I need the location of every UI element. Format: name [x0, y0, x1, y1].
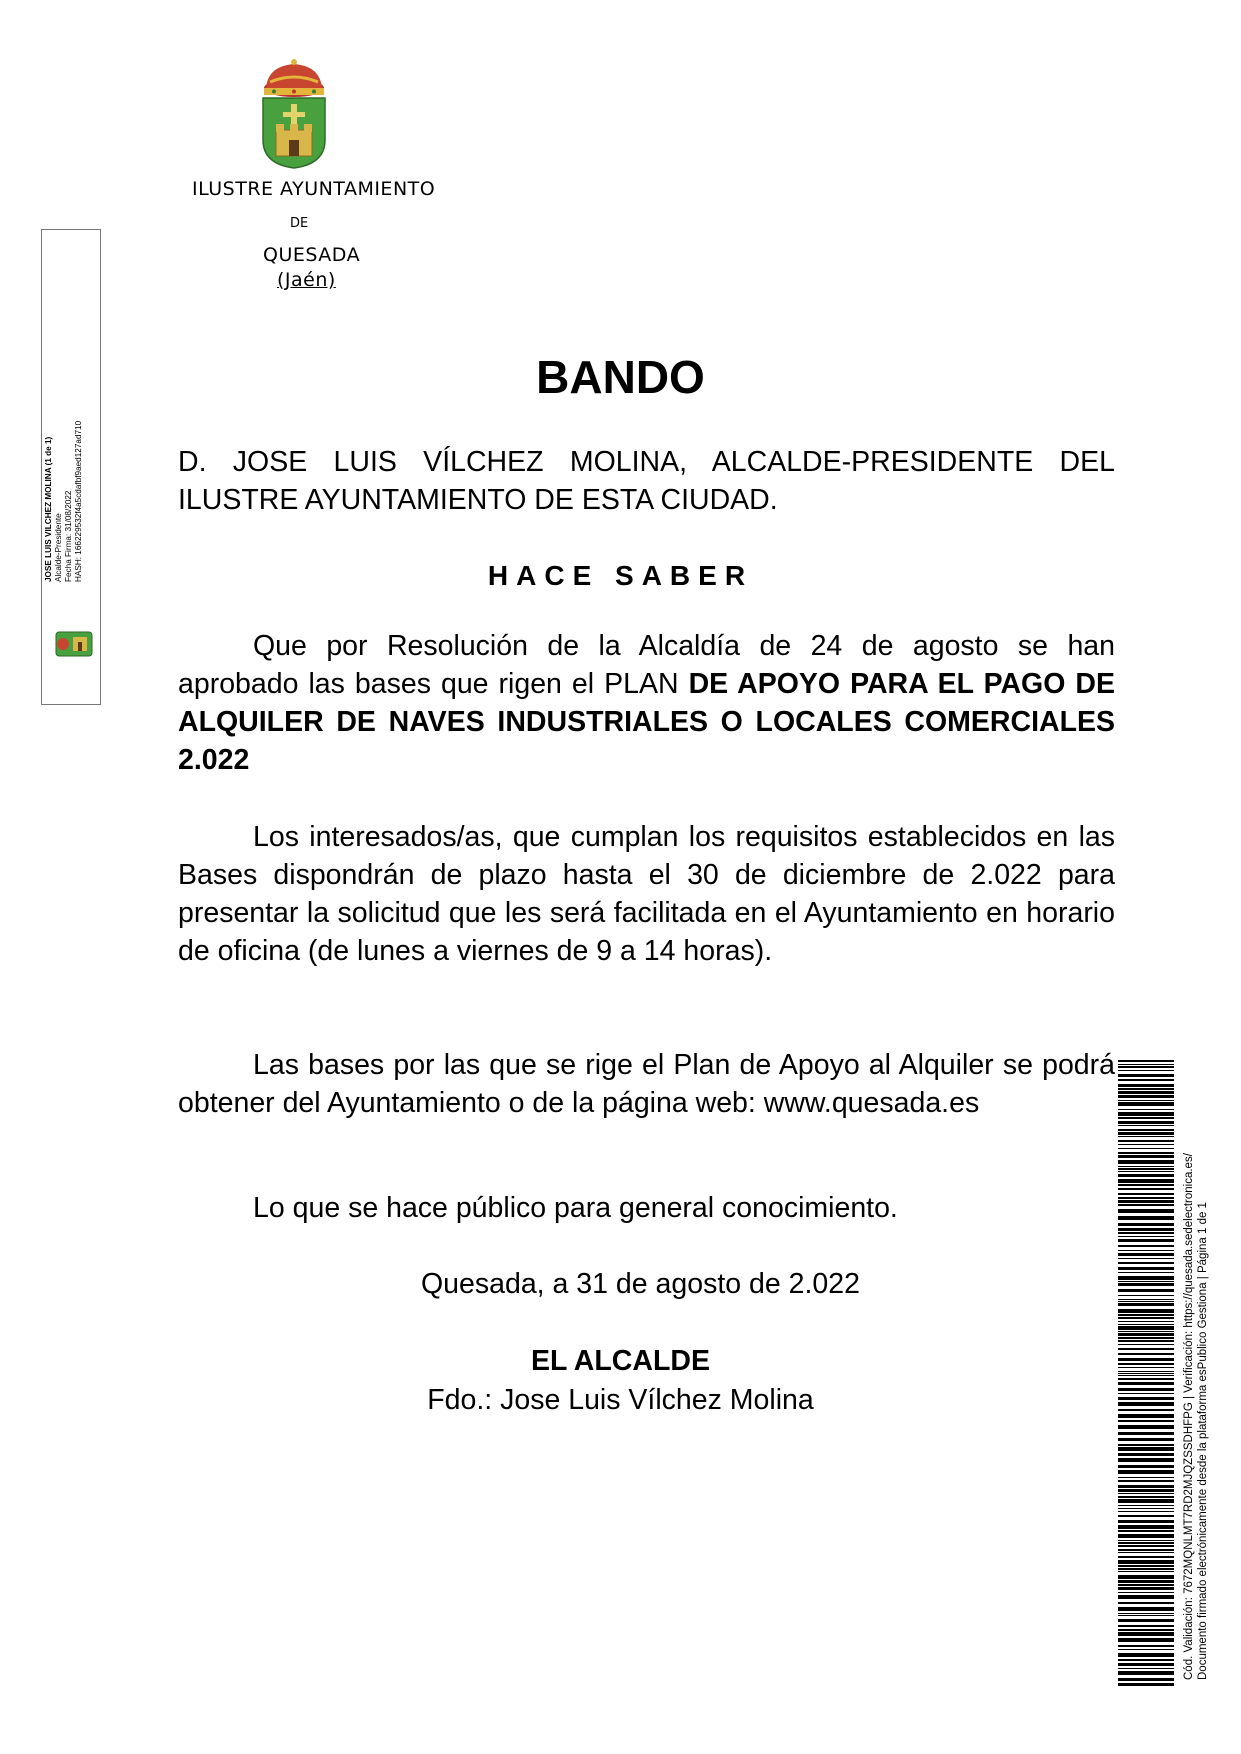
barcode-bar [1118, 1152, 1174, 1154]
barcode-bar [1118, 1629, 1174, 1631]
barcode-bar [1118, 1060, 1174, 1062]
barcode-bar [1118, 1580, 1174, 1583]
barcode-bar [1118, 1367, 1174, 1368]
barcode-bar [1118, 1136, 1174, 1137]
barcode-bar [1118, 1496, 1174, 1498]
hace-saber-heading: HACE SABER [487, 560, 754, 591]
barcode-bar [1118, 1432, 1174, 1435]
barcode-bar [1118, 1295, 1174, 1296]
barcode-bar [1118, 1530, 1174, 1532]
barcode-bar [1118, 1258, 1174, 1259]
intro-paragraph: D. JOSE LUIS VÍLCHEZ MOLINA, ALCALDE-PRESIDENTE DEL ILUSTRE AYUNTAMIENTO DE ESTA CIUDAD. [178, 446, 1115, 516]
barcode-bar [1118, 1193, 1174, 1195]
barcode-bar [1118, 1607, 1174, 1611]
barcode-bar [1118, 1602, 1174, 1604]
barcode-bar [1118, 1272, 1174, 1273]
barcode-bar [1118, 1074, 1174, 1077]
barcode-bar [1118, 1333, 1174, 1336]
barcode-bar [1118, 1375, 1174, 1376]
barcode-bar [1118, 1188, 1174, 1190]
barcode-bar [1118, 1505, 1174, 1506]
signature-name: JOSE LUIS VILCHEZ MOLINA (1 de 1) [44, 436, 53, 582]
barcode-bar [1118, 1613, 1174, 1614]
signer-name: Fdo.: Jose Luis Vílchez Molina [427, 1384, 814, 1416]
barcode-bar [1118, 1515, 1174, 1517]
barcode-bar [1118, 1545, 1174, 1547]
barcode-bar [1118, 1678, 1174, 1681]
barcode-bar [1118, 1615, 1174, 1616]
validation-line-1: Cód. Validación: 7672MQNLMT7RD2MJQZSSDHFPG | Verificación: https://quesada.sedelectronica.es/ [1183, 1153, 1195, 1680]
barcode-bar [1118, 1337, 1174, 1339]
barcode-bar [1118, 1493, 1174, 1494]
barcode-bar [1118, 1125, 1174, 1126]
barcode-bar [1118, 1575, 1174, 1579]
barcode-bar [1118, 1245, 1174, 1247]
barcode-bar [1118, 1683, 1174, 1686]
barcode-bar [1118, 1088, 1174, 1090]
barcode-bar [1118, 1668, 1174, 1669]
barcode-bar [1118, 1174, 1174, 1177]
barcode-bar [1118, 1324, 1174, 1325]
barcode-bar [1118, 1425, 1174, 1429]
barcode-bar [1118, 1117, 1174, 1119]
header-line-2: DE [290, 216, 309, 231]
barcode-bar [1118, 1619, 1174, 1622]
barcode-bar [1118, 1508, 1174, 1509]
paragraph-1-bold: DE APOYO PARA EL PAGO DE ALQUILER DE NAVES INDUSTRIALES O LOCALES COMERCIALES 2.022 [178, 668, 1115, 776]
barcode-bar [1118, 1453, 1174, 1456]
barcode-bar [1118, 1281, 1174, 1282]
barcode-bar [1118, 1326, 1174, 1330]
barcode-bar [1118, 1534, 1174, 1538]
barcode-bar [1118, 1632, 1174, 1636]
paragraph-3-text: Las bases por las que se rige el Plan de Apoyo al Alquiler se podrá obtener del Ayuntamiento o de la página web: www.quesada.es [178, 1049, 1115, 1119]
barcode-bar [1118, 1565, 1174, 1567]
barcode-bar [1118, 1587, 1174, 1590]
barcode-bar [1118, 1584, 1174, 1586]
barcode-bar [1118, 1542, 1174, 1544]
barcode-bar [1118, 1340, 1174, 1342]
barcode-bar [1118, 1301, 1174, 1302]
barcode-bar [1118, 1184, 1174, 1186]
barcode-bar [1118, 1397, 1174, 1400]
barcode-bar [1118, 1556, 1174, 1558]
barcode-bar [1118, 1363, 1174, 1365]
barcode-bar [1118, 1480, 1174, 1482]
barcode-bar [1118, 1470, 1174, 1474]
barcode-bar [1118, 1070, 1174, 1071]
barcode-bar [1118, 1314, 1174, 1316]
signature-date: Fecha Firma: 31/08/2022 [64, 490, 73, 582]
barcode-bar [1118, 1232, 1174, 1234]
barcode-bar [1118, 1414, 1174, 1418]
barcode-bar [1118, 1371, 1174, 1372]
barcode-bar [1118, 1571, 1174, 1572]
header-line-1: ILUSTRE AYUNTAMIENTO [192, 178, 436, 200]
barcode-bar [1118, 1625, 1174, 1627]
barcode-bar [1118, 1331, 1174, 1332]
barcode-bar [1118, 1595, 1174, 1599]
barcode-bar [1118, 1228, 1174, 1231]
barcode-bar [1118, 1653, 1174, 1657]
barcode-bar [1118, 1250, 1174, 1251]
barcode-bar [1118, 1283, 1174, 1286]
barcode-bar [1118, 1166, 1174, 1167]
barcode-bar [1118, 1079, 1174, 1081]
barcode-bar [1118, 1299, 1174, 1300]
barcode-bar [1118, 1140, 1174, 1142]
barcode-bar [1118, 1253, 1174, 1256]
place-date: Quesada, a 31 de agosto de 2.022 [421, 1268, 860, 1300]
paragraph-4-text: Lo que se hace público para general conocimiento. [253, 1192, 898, 1224]
barcode-bar [1118, 1129, 1174, 1131]
barcode-bar [1118, 1321, 1174, 1322]
barcode-bar [1118, 1663, 1174, 1666]
signature-seal-icon [53, 630, 95, 658]
barcode-bar [1118, 1568, 1174, 1570]
barcode-bar [1118, 1171, 1174, 1172]
signer-title: EL ALCALDE [531, 1345, 710, 1377]
barcode-bar [1118, 1112, 1174, 1116]
barcode-bar [1118, 1552, 1174, 1553]
barcode-bar [1118, 1447, 1174, 1451]
paragraph-1-text: Que por Resolución de la Alcaldía de 24 de agosto se han aprobado las bases que rigen el PLAN [178, 630, 1115, 700]
barcode-bar [1118, 1348, 1174, 1350]
barcode-bar [1118, 1179, 1174, 1183]
barcode-bar [1118, 1200, 1174, 1203]
coat-of-arms-logo [258, 58, 330, 170]
paragraph-2-text: Los interesados/as, que cumplan los requisitos establecidos en las Bases dispondrán de plazo hasta el 30 de diciembre de 2.022 para presentar la solicitud que les será facilitada en el Ayuntamiento en horario de oficina (de lunes a viernes de 9 a 14 horas). [178, 821, 1115, 967]
barcode-bar [1118, 1091, 1174, 1094]
barcode-bar [1118, 1540, 1174, 1541]
validation-line-2: Documento firmado electrónicamente desde la plataforma esPublico Gestiona | Página 1 de 1 [1197, 1202, 1209, 1680]
signature-hash: HASH: 166229532f4a5cdafbf9aed127ad710 [74, 420, 83, 582]
barcode-bar [1118, 1511, 1174, 1512]
barcode-bar [1118, 1438, 1174, 1441]
barcode-bar [1118, 1121, 1174, 1124]
barcode-bar [1118, 1262, 1174, 1264]
signature-role: Alcalde-Presidente [54, 513, 63, 582]
barcode-bar [1118, 1084, 1174, 1087]
barcode-bar [1118, 1148, 1174, 1149]
barcode-bar [1118, 1276, 1174, 1280]
barcode-bar [1118, 1160, 1174, 1164]
barcode-bar [1118, 1102, 1174, 1106]
barcode-bar [1118, 1064, 1174, 1065]
document-title: BANDO [536, 351, 705, 403]
barcode-bar [1118, 1209, 1174, 1213]
barcode-bar [1118, 1409, 1174, 1411]
paragraph-2 [178, 818, 1115, 970]
barcode-bar [1118, 1109, 1174, 1110]
barcode-bar [1118, 1216, 1174, 1220]
barcode-bar [1118, 1659, 1174, 1661]
barcode-bar [1118, 1645, 1174, 1647]
barcode-bar [1118, 1204, 1174, 1206]
validation-barcode [1118, 1060, 1174, 1686]
barcode-bar [1118, 1420, 1174, 1422]
header-line-3: QUESADA [263, 244, 361, 266]
barcode-bar [1118, 1197, 1174, 1199]
barcode-bar [1118, 1344, 1174, 1345]
barcode-bar [1118, 1155, 1174, 1158]
barcode-bar [1118, 1289, 1174, 1292]
barcode-bar [1118, 1393, 1174, 1394]
barcode-bar [1118, 1378, 1174, 1380]
barcode-bar [1118, 1444, 1174, 1446]
barcode-bar [1118, 1353, 1174, 1355]
barcode-bar [1118, 1223, 1174, 1226]
barcode-bar [1118, 1236, 1174, 1237]
barcode-bar [1118, 1317, 1174, 1319]
barcode-bar [1118, 1560, 1174, 1564]
barcode-bar [1118, 1382, 1174, 1385]
barcode-bar [1118, 1144, 1174, 1145]
barcode-bar [1118, 1373, 1174, 1374]
barcode-bar [1118, 1402, 1174, 1406]
barcode-bar [1118, 1592, 1174, 1593]
barcode-bar [1118, 1499, 1174, 1503]
barcode-bar [1118, 1649, 1174, 1650]
barcode-bar [1118, 1303, 1174, 1306]
barcode-bar [1118, 1358, 1174, 1361]
paragraph-1 [178, 627, 1115, 779]
barcode-bar [1118, 1267, 1174, 1270]
paragraph-4 [178, 1189, 1115, 1227]
barcode-bar [1118, 1525, 1174, 1529]
validation-text [1182, 1060, 1210, 1680]
barcode-bar [1118, 1388, 1174, 1391]
barcode-bar [1118, 1458, 1174, 1462]
barcode-bar [1118, 1095, 1174, 1098]
barcode-bar [1118, 1309, 1174, 1313]
barcode-bar [1118, 1132, 1174, 1135]
barcode-bar [1118, 1477, 1174, 1478]
barcode-bar [1118, 1520, 1174, 1523]
barcode-bar [1118, 1100, 1174, 1101]
paragraph-3 [178, 1046, 1115, 1122]
barcode-bar [1118, 1485, 1174, 1488]
barcode-bar [1118, 1066, 1174, 1068]
barcode-bar [1118, 1549, 1174, 1551]
barcode-bar [1118, 1638, 1174, 1642]
header-line-4: (Jaén) [277, 269, 336, 291]
barcode-bar [1118, 1239, 1174, 1242]
barcode-bar [1118, 1489, 1174, 1492]
barcode-bar [1118, 1465, 1174, 1468]
barcode-bar [1118, 1671, 1174, 1675]
barcode-bar [1118, 1168, 1174, 1170]
